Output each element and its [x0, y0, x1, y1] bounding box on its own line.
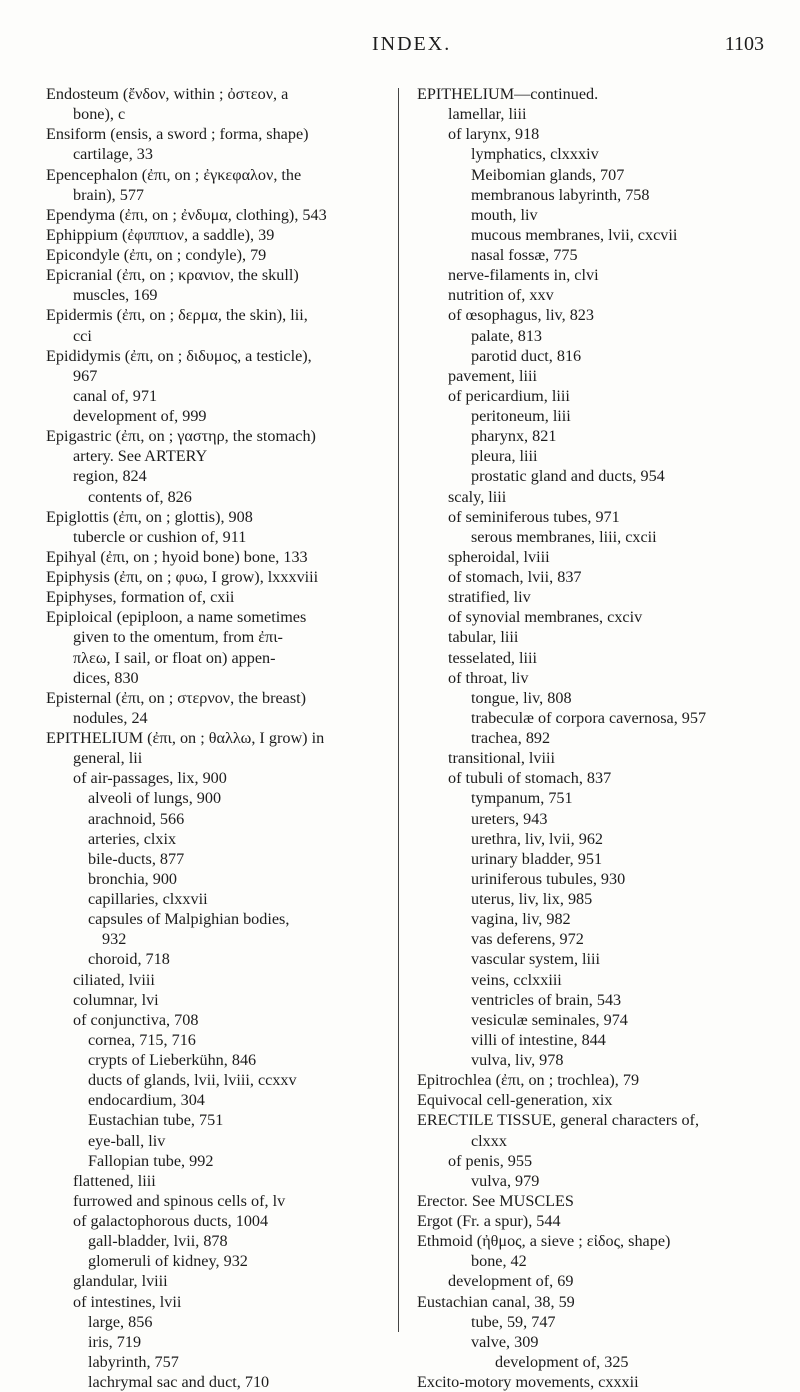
index-entry: pleura, liii	[471, 447, 538, 466]
index-entry: eye-ball, liv	[88, 1131, 166, 1150]
index-entry: nodules, 24	[73, 708, 148, 727]
index-entry: brain), 577	[73, 185, 145, 204]
index-entry: tabular, liii	[448, 628, 519, 647]
index-entry: spheroidal, lviii	[448, 547, 550, 566]
index-entry: transitional, lviii	[448, 749, 556, 768]
index-entry: Epiphyses, formation of, cxii	[46, 588, 235, 607]
index-entry: choroid, 718	[88, 950, 170, 969]
page-header	[0, 33, 800, 61]
index-entry: alveoli of lungs, 900	[88, 789, 222, 808]
index-entry: region, 824	[73, 467, 147, 486]
index-entry: Epidermis (ἐπι, on ; δερμα, the skin), lii,	[46, 306, 308, 325]
index-entry: iris, 719	[88, 1332, 142, 1351]
index-entry: ERECTILE TISSUE, general characters of,	[417, 1111, 699, 1130]
index-entry: Epiglottis (ἐπι, on ; glottis), 908	[46, 507, 253, 526]
index-entry: of stomach, lvii, 837	[448, 568, 582, 586]
index-entry: vulva, 979	[471, 1171, 540, 1190]
index-entry: furrowed and spinous cells of, lv	[73, 1191, 286, 1210]
index-entry: Ethmoid (ἠθμος, a sieve ; εἰδος, shape)	[417, 1232, 671, 1251]
index-entry: canal of, 971	[73, 386, 158, 405]
index-entry: of larynx, 918	[448, 125, 540, 144]
index-entry: glomeruli of kidney, 932	[88, 1252, 248, 1271]
index-entry: artery. See ARTERY	[73, 447, 208, 466]
index-entry: large, 856	[88, 1312, 153, 1331]
index-entry: valve, 309	[471, 1332, 539, 1351]
index-entry: Endosteum (ἔνδον, within ; ὀστεον, a	[46, 85, 289, 103]
index-entry: bone, 42	[471, 1252, 527, 1271]
index-entry: tesselated, liii	[448, 648, 538, 667]
index-entry: of galactophorous ducts, 1004	[73, 1212, 269, 1230]
index-entry: Ependyma (ἐπι, on ; ἐνδυμα, clothing), 543	[46, 205, 327, 224]
index-entry: Epiploical (epiploon, a name sometimes	[46, 608, 307, 627]
index-entry: serous membranes, liii, cxcii	[471, 527, 657, 546]
index-entry: Eustachian tube, 751	[88, 1111, 224, 1130]
index-entry: 932	[102, 930, 127, 949]
index-entry: tubercle or cushion of, 911	[73, 527, 247, 546]
index-entry: uterus, liv, lix, 985	[471, 890, 593, 908]
index-column-left	[46, 84, 386, 1392]
index-entry: cartilage, 33	[73, 145, 153, 164]
index-entry: prostatic gland and ducts, 954	[471, 467, 665, 486]
index-entry: of throat, liv	[448, 668, 529, 687]
index-entry: capsules of Malpighian bodies,	[88, 910, 290, 929]
index-entry: gall-bladder, lvii, 878	[88, 1232, 228, 1251]
index-entry: contents of, 826	[88, 487, 192, 506]
index-entry: capillaries, clxxvii	[88, 890, 208, 908]
index-entry: tongue, liv, 808	[471, 688, 572, 707]
index-entry: urethra, liv, lvii, 962	[471, 829, 604, 848]
index-entry: crypts of Lieberkühn, 846	[88, 1051, 257, 1069]
index-entry: Erector. See MUSCLES	[417, 1191, 574, 1210]
index-entry: muscles, 169	[73, 286, 158, 305]
index-entry: arteries, clxix	[88, 829, 177, 848]
index-entry: endocardium, 304	[88, 1091, 205, 1110]
index-entry: of conjunctiva, 708	[73, 1010, 199, 1029]
index-entry: of œsophagus, liv, 823	[448, 306, 594, 325]
index-entry: peritoneum, liii	[471, 407, 571, 425]
index-entry: Epitrochlea (ἐπι, on ; trochlea), 79	[417, 1071, 640, 1090]
index-entry: nutrition of, xxv	[448, 286, 554, 305]
index-entry: bone), c	[73, 105, 126, 124]
index-entry: of intestines, lvii	[73, 1292, 182, 1311]
index-entry: tube, 59, 747	[471, 1312, 556, 1331]
index-entry: ciliated, lviii	[73, 970, 155, 989]
index-entry: Epicondyle (ἐπι, on ; condyle), 79	[46, 246, 267, 264]
index-entry: uriniferous tubules, 930	[471, 869, 626, 888]
index-column-right	[417, 84, 767, 1392]
index-entry: nasal fossæ, 775	[471, 246, 578, 264]
index-entry: ventricles of brain, 543	[471, 990, 622, 1009]
index-entry: of seminiferous tubes, 971	[448, 507, 620, 526]
index-entry: EPITHELIUM—continued.	[417, 85, 599, 103]
page-title: INDEX.	[372, 33, 452, 55]
index-entry: of penis, 955	[448, 1151, 533, 1170]
index-entry: πλεω, I sail, or float on) appen-	[73, 648, 276, 667]
index-entry: Ergot (Fr. a spur), 544	[417, 1212, 561, 1230]
index-entry: columnar, lvi	[73, 990, 159, 1009]
index-entry: lachrymal sac and duct, 710	[88, 1373, 270, 1391]
index-entry: vulva, liv, 978	[471, 1051, 564, 1069]
index-entry: ureters, 943	[471, 809, 548, 828]
index-entry: pavement, liii	[448, 366, 538, 385]
index-entry: lymphatics, clxxxiv	[471, 145, 599, 164]
index-entry: development of, 325	[495, 1352, 629, 1371]
index-entry: trachea, 892	[471, 729, 551, 747]
index-entry: vas deferens, 972	[471, 930, 584, 949]
index-entry: vagina, liv, 982	[471, 910, 571, 929]
index-entry: nerve-filaments in, clvi	[448, 266, 599, 285]
index-entry: given to the omentum, from ἐπι-	[73, 628, 283, 647]
index-entry: dices, 830	[73, 668, 139, 687]
index-entry: Epigastric (ἐπι, on ; γαστηρ, the stomach)	[46, 427, 316, 446]
index-entry: mucous membranes, lvii, cxcvii	[471, 225, 678, 244]
index-entry: development of, 69	[448, 1272, 574, 1291]
index-entry: vesiculæ seminales, 974	[471, 1010, 628, 1029]
index-entry: pharynx, 821	[471, 427, 557, 446]
index-entry: Epihyal (ἐπι, on ; hyoid bone) bone, 133	[46, 547, 308, 566]
index-entry: Equivocal cell-generation, xix	[417, 1091, 613, 1110]
index-entry: urinary bladder, 951	[471, 849, 603, 868]
index-entry: Meibomian glands, 707	[471, 165, 625, 184]
index-entry: Epiphysis (ἐπι, on ; φυω, I grow), lxxxviii	[46, 568, 319, 586]
index-entry: Epencephalon (ἐπι, on ; ἐγκεφαλον, the	[46, 165, 302, 184]
index-entry: Eustachian canal, 38, 59	[417, 1292, 575, 1311]
index-entry: cornea, 715, 716	[88, 1030, 196, 1049]
index-entry: bronchia, 900	[88, 869, 178, 888]
index-entry: scaly, liii	[448, 487, 507, 506]
index-entry: trabeculæ of corpora cavernosa, 957	[471, 708, 707, 727]
index-entry: flattened, liii	[73, 1171, 156, 1190]
index-entry: glandular, lviii	[73, 1272, 168, 1291]
index-entry: arachnoid, 566	[88, 809, 185, 828]
index-entry: ducts of glands, lvii, lviii, ccxxv	[88, 1071, 297, 1090]
index-entry: Episternal (ἐπι, on ; στερνον, the breast)	[46, 688, 307, 707]
index-entry: parotid duct, 816	[471, 346, 582, 365]
index-entry: of air-passages, lix, 900	[73, 769, 227, 788]
index-entry: membranous labyrinth, 758	[471, 185, 650, 204]
index-entry: cci	[73, 326, 92, 345]
index-entry: vascular system, liii	[471, 950, 601, 969]
index-entry: Ensiform (ensis, a sword ; forma, shape)	[46, 125, 309, 144]
page-number: 1103	[724, 33, 764, 55]
index-entry: development of, 999	[73, 407, 207, 425]
index-entry: stratified, liv	[448, 588, 531, 607]
index-entry: bile-ducts, 877	[88, 849, 185, 868]
index-entry: clxxx	[471, 1131, 507, 1150]
index-entry: 967	[73, 366, 98, 385]
index-entry: Excito-motory movements, cxxxii	[417, 1373, 639, 1391]
index-entry: palate, 813	[471, 326, 543, 345]
index-entry: labyrinth, 757	[88, 1352, 179, 1371]
index-entry: Epididymis (ἐπι, on ; διδυμος, a testicle),	[46, 346, 312, 365]
index-entry: Ephippium (ἐφιππιον, a saddle), 39	[46, 225, 275, 244]
index-entry: of pericardium, liii	[448, 386, 570, 405]
index-entry: of tubuli of stomach, 837	[448, 769, 612, 788]
index-entry: Fallopian tube, 992	[88, 1151, 214, 1170]
index-entry: EPITHELIUM (ἐπι, on ; θαλλω, I grow) in	[46, 729, 325, 747]
index-entry: Epicranial (ἐπι, on ; κρανιον, the skull)	[46, 266, 299, 285]
index-entry: lamellar, liii	[448, 105, 527, 124]
index-entry: tympanum, 751	[471, 789, 573, 808]
column-divider	[398, 88, 399, 1332]
index-entry: villi of intestine, 844	[471, 1030, 606, 1049]
index-entry: mouth, liv	[471, 205, 538, 224]
index-entry: general, lii	[73, 749, 143, 768]
index-entry: of synovial membranes, cxciv	[448, 608, 643, 627]
index-entry: veins, cclxxiii	[471, 970, 562, 989]
